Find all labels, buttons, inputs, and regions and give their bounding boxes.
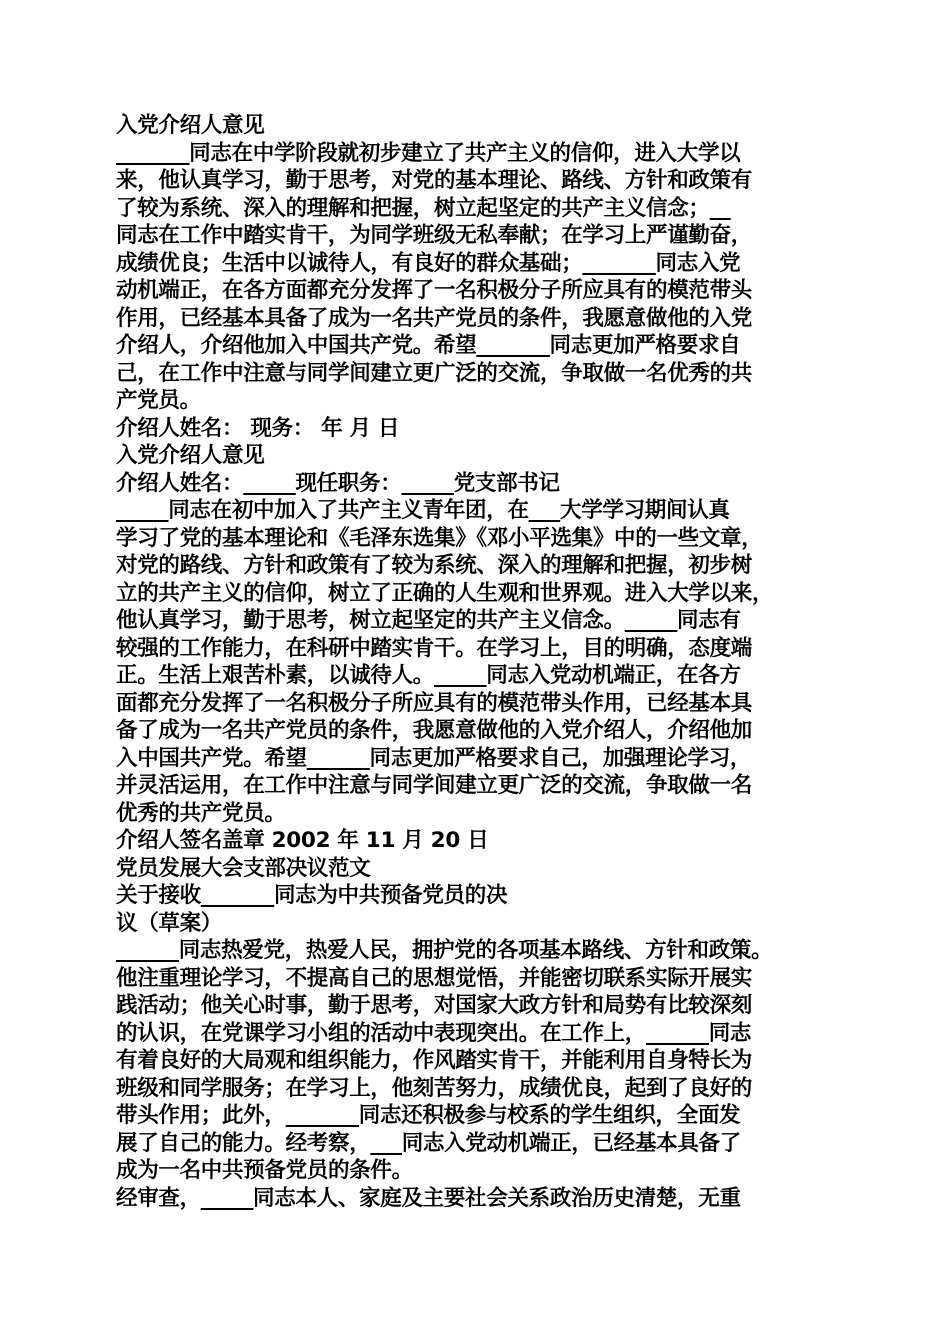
text-line: 备了成为一名共产党员的条件，我愿意做他的入党介绍人，介绍他加 <box>116 718 753 743</box>
text-line: 介绍人姓名： 现务： 年 月 日 <box>116 415 400 441</box>
text-line: 成为一名中共预备党员的条件。 <box>116 1158 413 1183</box>
text-line: 党员发展大会支部决议范文 <box>116 855 371 881</box>
text-line: 关于接收_______同志为中共预备党员的决 <box>116 883 508 908</box>
text-line: 入中国共产党。希望______同志更加严格要求自己，加强理论学习， <box>116 745 752 771</box>
text-line: 成绩优良；生活中以诚待人，有良好的群众基础；_______同志入党 <box>116 250 741 276</box>
text-line: 展了自己的能力。经考察，___同志入党动机端正，已经基本具备了 <box>116 1130 741 1156</box>
text-line: 介绍人，介绍他加入中国共产党。希望_______同志更加严格要求自 <box>116 333 741 358</box>
text-line: 己，在工作中注意与同学间建立更广泛的交流，争取做一名优秀的共 <box>116 360 753 386</box>
text-line: 的认识，在党课学习小组的活动中表现突出。在工作上，______同志 <box>116 1020 752 1046</box>
document-page <box>116 112 842 1212</box>
text-line: _______同志在中学阶段就初步建立了共产主义的信仰，进入大学以 <box>116 140 741 166</box>
text-line: 动机端正，在各方面都充分发挥了一名积极分子所应具有的模范带头 <box>116 278 753 303</box>
text-line: _____同志在初中加入了共产主义青年团，在___大学学习期间认真 <box>116 498 730 523</box>
text-line: 较强的工作能力，在科研中踏实肯干。在学习上，目的明确，态度端 <box>116 635 753 661</box>
text-line: 入党介绍人意见 <box>116 443 265 468</box>
text-line: 议（草案） <box>116 910 223 936</box>
text-line: 学习了党的基本理论和《毛泽东选集》《邓小平选集》中的一些文章， <box>116 525 763 551</box>
text-line: 来，他认真学习，勤于思考，对党的基本理论、路线、方针和政策有 <box>116 168 753 193</box>
text-line: 他认真学习，勤于思考，树立起坚定的共产主义信念。_____同志有 <box>116 608 741 633</box>
text-line: 产党员。 <box>116 388 201 413</box>
text-line: 介绍人签名盖章 2002 年 11 月 20 日 <box>116 828 489 853</box>
text-line: 同志在工作中踏实肯干，为同学班级无私奉献；在学习上严谨勤奋， <box>116 223 753 248</box>
text-line: 立的共产主义的信仰，树立了正确的人生观和世界观。进入大学以来， <box>116 580 774 606</box>
text-line: ______同志热爱党，热爱人民，拥护党的各项基本路线、方针和政策。 <box>116 938 773 963</box>
text-line: 他注重理论学习，不提高自己的思想觉悟，并能密切联系实际开展实 <box>116 965 753 991</box>
text-line: 正。生活上艰苦朴素，以诚待人。_____同志入党动机端正，在各方 <box>116 663 741 688</box>
text-line: 介绍人姓名：_____现任职务：_____党支部书记 <box>116 470 560 496</box>
text-line: 优秀的共产党员。 <box>116 800 286 826</box>
text-line: 作用，已经基本具备了成为一名共产党员的条件，我愿意做他的入党 <box>116 305 753 331</box>
text-line: 班级和同学服务；在学习上，他刻苦努力，成绩优良，起到了良好的 <box>116 1075 753 1101</box>
text-line: 经审查，_____同志本人、家庭及主要社会关系政治历史清楚，无重 <box>116 1185 741 1211</box>
text-line: 并灵活运用，在工作中注意与同学间建立更广泛的交流，争取做一名 <box>116 773 753 798</box>
text-line: 对党的路线、方针和政策有了较为系统、深入的理解和把握，初步树 <box>116 553 753 578</box>
text-line: 入党介绍人意见 <box>116 113 265 138</box>
text-line: 了较为系统、深入的理解和把握，树立起坚定的共产主义信念；__ <box>116 195 731 221</box>
text-line: 有着良好的大局观和组织能力，作风踏实肯干，并能利用自身特长为 <box>116 1048 753 1073</box>
text-line: 面都充分发挥了一名积极分子所应具有的模范带头作用，已经基本具 <box>116 690 753 716</box>
text-line: 践活动；他关心时事，勤于思考，对国家大政方针和局势有比较深刻 <box>116 993 753 1018</box>
text-line: 带头作用；此外，_______同志还积极参与校系的学生组织，全面发 <box>116 1103 741 1128</box>
